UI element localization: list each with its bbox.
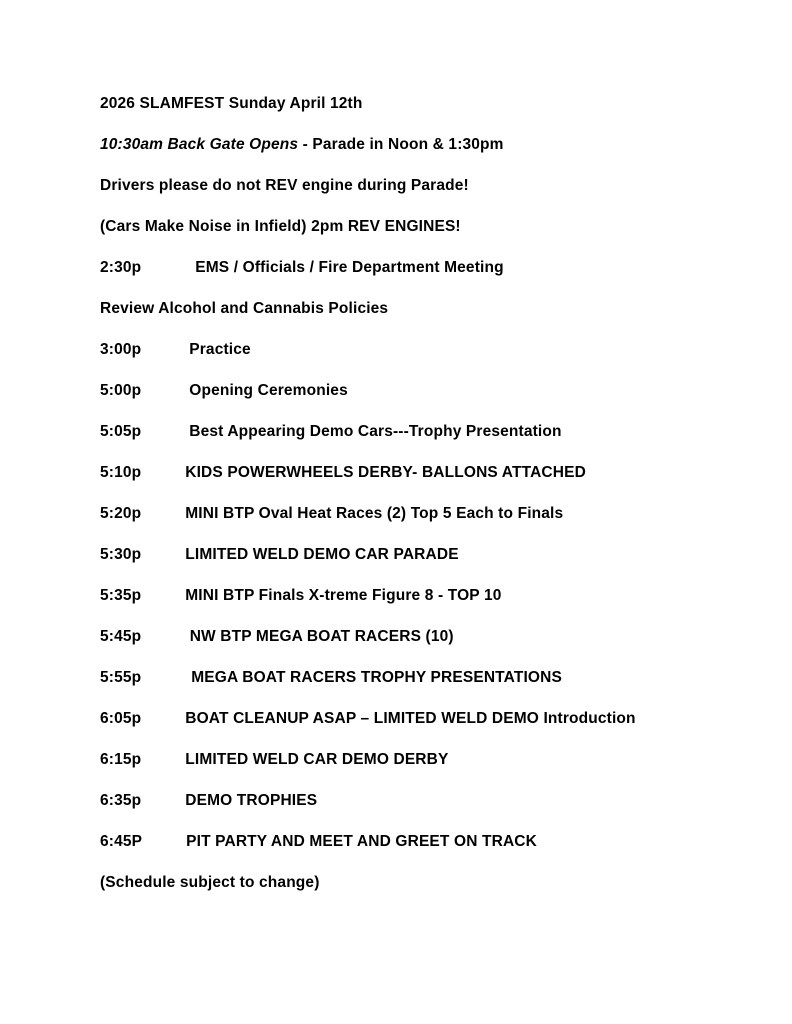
schedule-row	[100, 342, 692, 358]
schedule-row	[100, 752, 692, 768]
schedule-event: Review Alcohol and Cannabis Policies	[100, 300, 389, 317]
schedule-time: 5:45p	[100, 628, 142, 645]
schedule-row	[100, 547, 692, 563]
schedule-footer-note: (Schedule subject to change)	[100, 874, 320, 891]
schedule-event: Best Appearing Demo Cars---Trophy Presentation	[189, 423, 562, 440]
schedule-row	[100, 793, 692, 809]
schedule-row	[100, 588, 692, 604]
gate-opens-detail: - Parade in Noon & 1:30pm	[298, 136, 504, 153]
schedule-row	[100, 834, 692, 850]
schedule-time: 3:00p	[100, 341, 142, 358]
note-no-rev: Drivers please do not REV engine during Parade!	[100, 177, 469, 194]
schedule-time: 6:45P	[100, 833, 143, 850]
schedule-event: PIT PARTY AND MEET AND GREET ON TRACK	[186, 833, 537, 850]
schedule-time: 6:35p	[100, 792, 142, 809]
gate-opens-time: 10:30am Back Gate Opens	[100, 136, 299, 153]
schedule-event: MINI BTP Finals X-treme Figure 8 - TOP 10	[185, 587, 502, 604]
schedule-event: KIDS POWERWHEELS DERBY- BALLONS ATTACHED	[185, 464, 586, 481]
schedule-event: LIMITED WELD DEMO CAR PARADE	[185, 546, 459, 563]
schedule-row	[100, 506, 692, 522]
schedule-time: 6:05p	[100, 710, 142, 727]
schedule-time: 5:30p	[100, 546, 142, 563]
schedule-event: MINI BTP Oval Heat Races (2) Top 5 Each to Finals	[185, 505, 564, 522]
schedule-row	[100, 711, 692, 727]
schedule-time: 2:30p	[100, 259, 142, 276]
schedule-event: Opening Ceremonies	[189, 382, 348, 399]
schedule-row	[100, 301, 692, 317]
schedule-time: 5:05p	[100, 423, 142, 440]
schedule-row	[100, 465, 692, 481]
schedule-event: DEMO TROPHIES	[185, 792, 318, 809]
schedule-time: 5:00p	[100, 382, 142, 399]
document-body	[100, 96, 692, 891]
schedule-time: 5:20p	[100, 505, 142, 522]
schedule-time: 6:15p	[100, 751, 142, 768]
schedule-event: Practice	[189, 341, 251, 358]
schedule-row	[100, 629, 692, 645]
schedule-time: 5:55p	[100, 669, 142, 686]
schedule-event: NW BTP MEGA BOAT RACERS (10)	[185, 628, 454, 645]
schedule-row	[100, 260, 692, 276]
document-title: 2026 SLAMFEST Sunday April 12th	[100, 95, 363, 112]
schedule-row	[100, 383, 692, 399]
schedule-time: 5:35p	[100, 587, 142, 604]
schedule-event: BOAT CLEANUP ASAP – LIMITED WELD DEMO Introduction	[185, 710, 636, 727]
schedule-row	[100, 424, 692, 440]
note-rev-engines: (Cars Make Noise in Infield) 2pm REV ENGINES!	[100, 218, 461, 235]
gate-opens-line	[100, 137, 692, 153]
schedule-event: EMS / Officials / Fire Department Meeting	[195, 259, 504, 276]
schedule-row	[100, 670, 692, 686]
schedule-time: 5:10p	[100, 464, 142, 481]
schedule-event: MEGA BOAT RACERS TROPHY PRESENTATIONS	[191, 669, 562, 686]
schedule-event: LIMITED WELD CAR DEMO DERBY	[185, 751, 449, 768]
